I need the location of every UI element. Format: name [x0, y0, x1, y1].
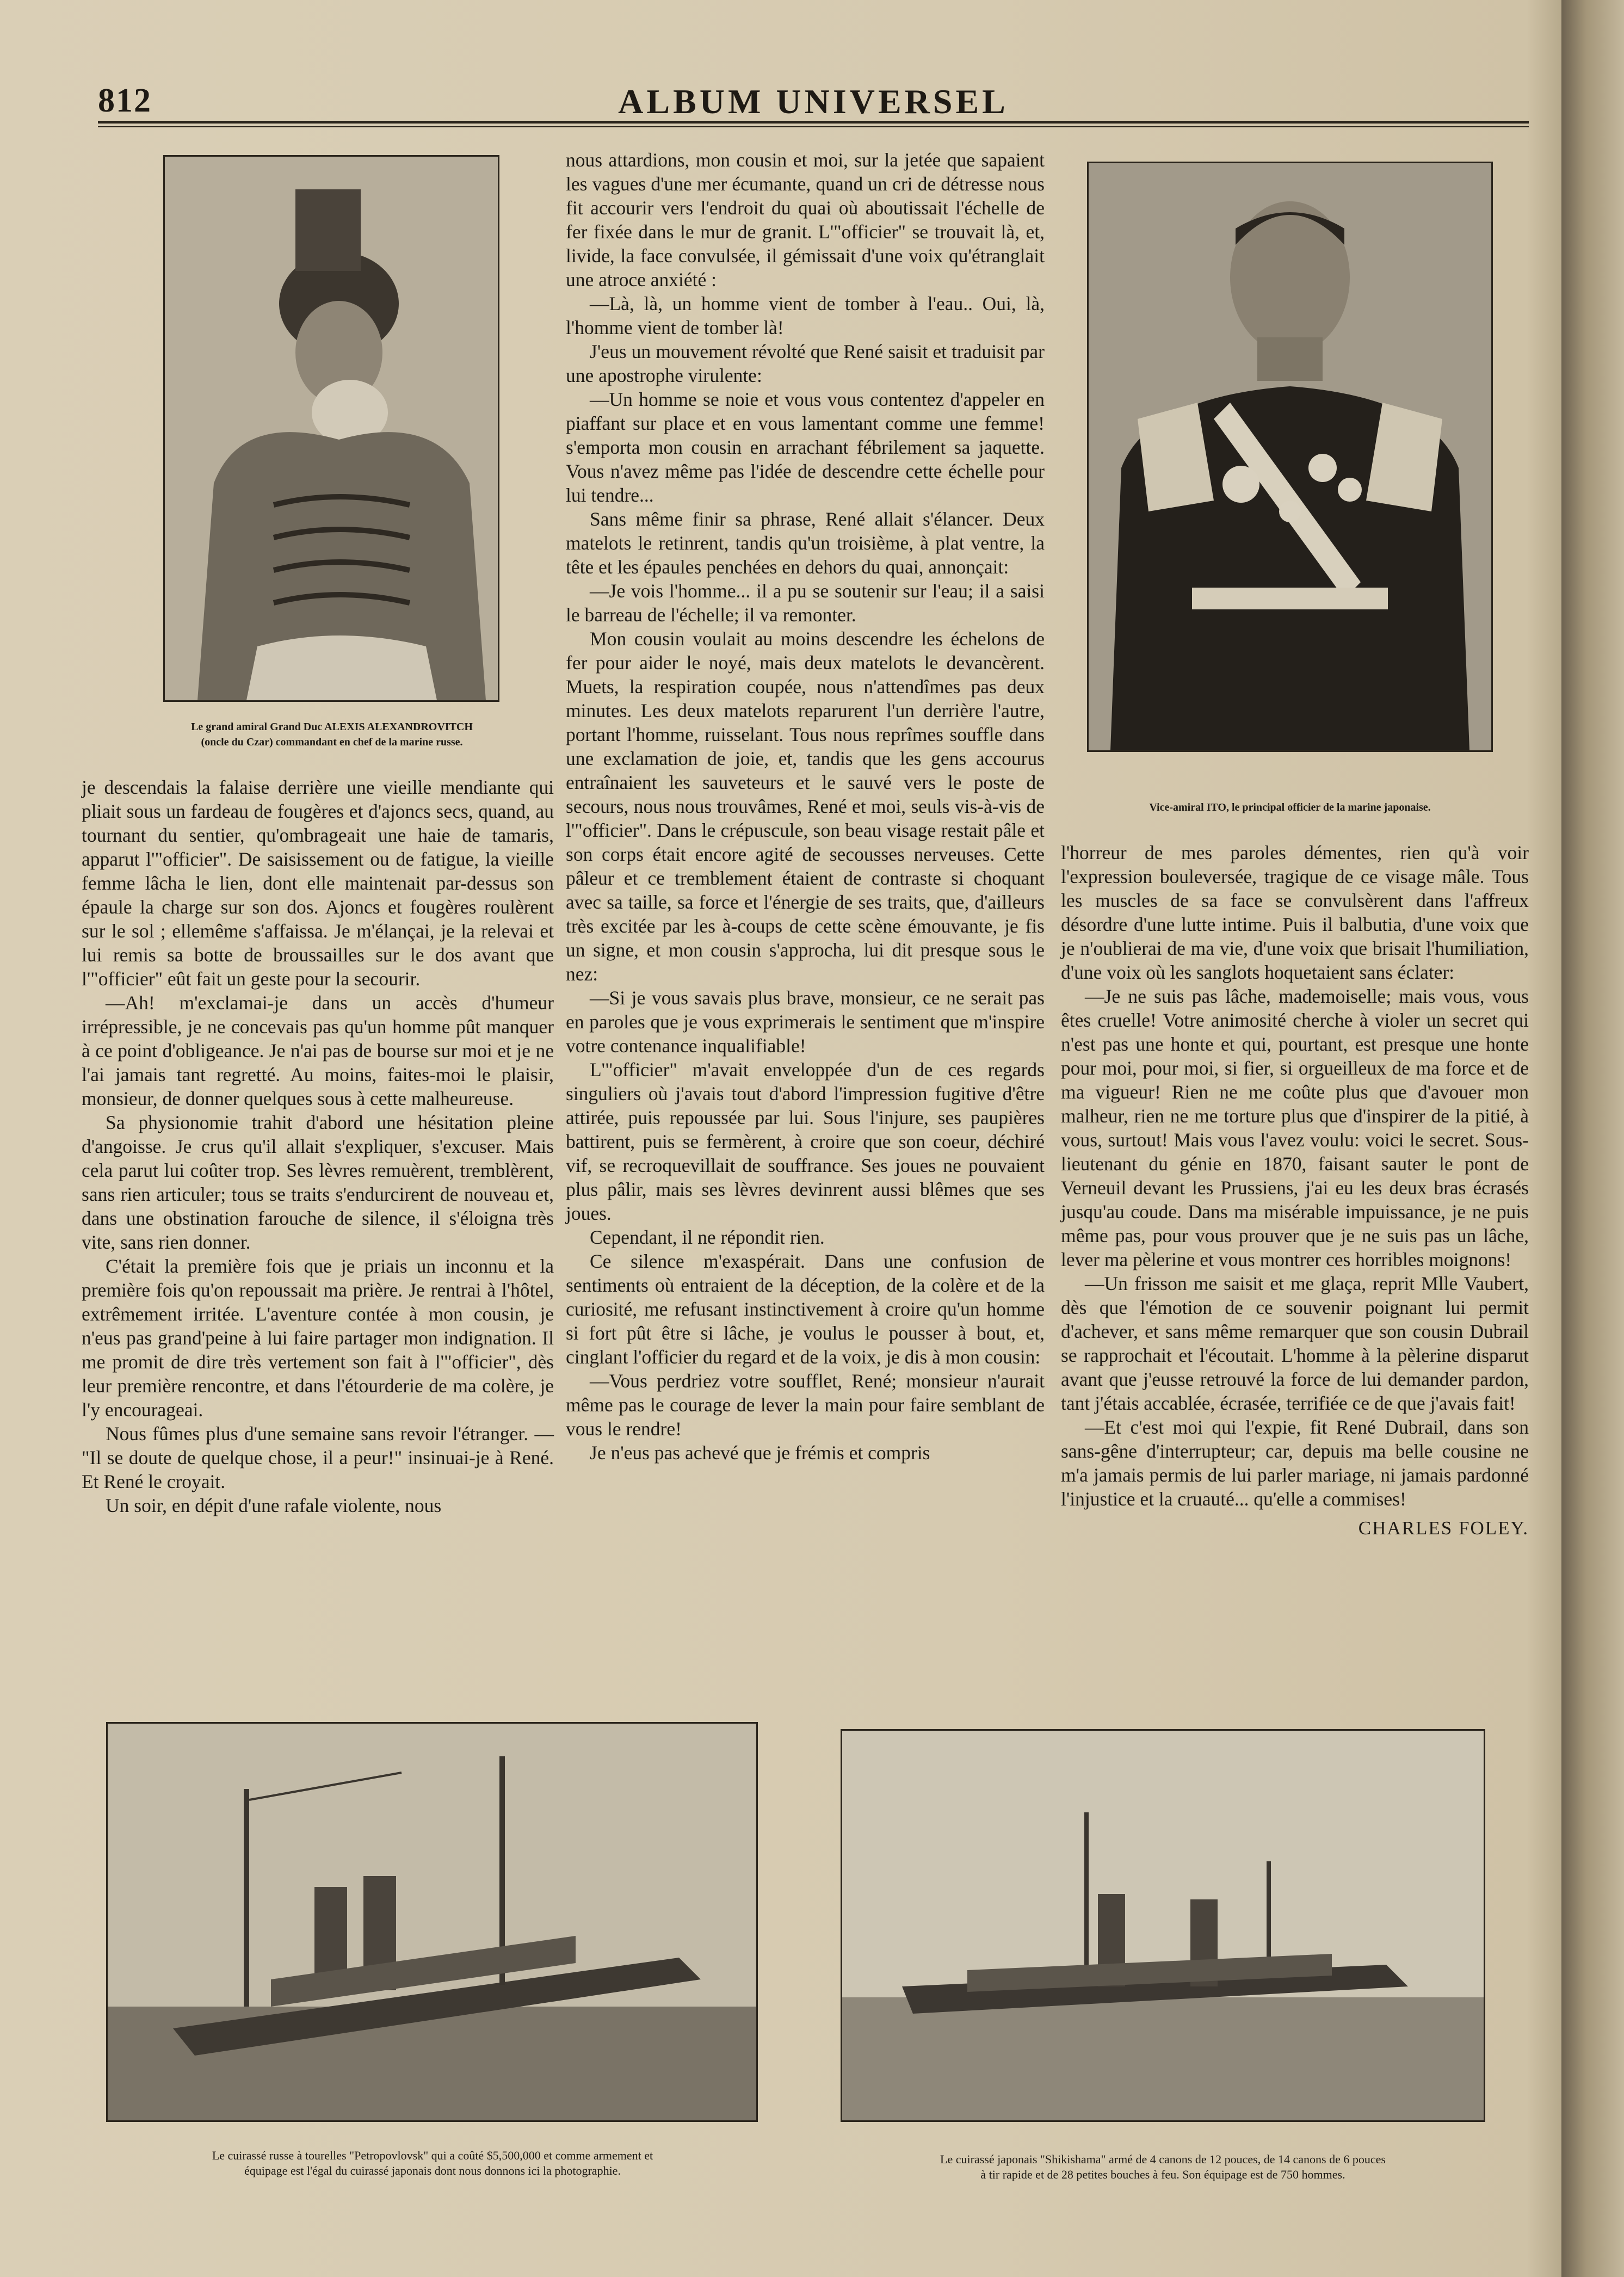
paragraph: —Là, là, un homme vient de tomber à l'eau.. Oui, là, l'homme vient de tomber là! [566, 293, 1045, 338]
grand-duc-caption [95, 719, 569, 750]
paragraph: —Un homme se noie et vous vous contentez d'appeler en piaffant sur place et en vous lamentant comme une femme! s'emporta mon cousin en arrachant fébrilement sa jaquette. Vous n'avez même pas l'idée de descendre cette échelle pour lui tendre... [566, 388, 1045, 506]
paragraph: —Si je vous savais plus brave, monsieur, ce ne serait pas en paroles que je vous exprimerais le sentiment que m'inspire votre contenance inqualifiable! [566, 987, 1045, 1057]
ito-caption: Vice-amiral ITO, le principal officier de la marine japonaise. [1149, 801, 1431, 813]
grand-duc-portrait-drawing [165, 157, 498, 700]
publication-title: ALBUM UNIVERSEL [618, 82, 1009, 121]
author-signature: CHARLES FOLEY. [1358, 1517, 1529, 1539]
adjacent-page-edge [1561, 0, 1624, 2277]
paragraph: Ce silence m'exaspérait. Dans une confusion de sentiments où entraient de la déception, de la colère et de la curiosité, me refusant instinctivement à croire qu'un homme si fort pût être si lâche, je voulus le pousser à bout, et, cinglant l'officier du regard et de la voix, je dis à mon cousin: [566, 1250, 1045, 1368]
grand-duc-caption-line2: (oncle du Czar) commandant en chef de la marine russe. [201, 736, 463, 748]
paragraph: Un soir, en dépit d'une rafale violente, nous [106, 1495, 442, 1516]
paragraph: je descendais la falaise derrière une vieille mendiante qui pliait sous un fardeau de fougères et d'ajoncs secs, quand, au tournant du sentier, qu'ombrageait une haie de tamaris, apparut l'"officier". De saisissement ou de fatigue, la vieille femme lâcha le lien, dont elle maintenait par-dessus son épaule la charge sur son dos. Ajoncs et fougères roulèrent sur le sol ; ellemême s'affaissa. Je m'élançai, je la relevai et lui remis sa botte de broussailles sur le dos avant que l'"officier" eût fait un geste pour la secourir. [82, 776, 554, 990]
paragraph: C'était la première fois que je priais un inconnu et la première fois qu'on repoussait ma prière. Je rentrai à l'hôtel, extrêmement irritée. L'aventure contée à mon cousin, je n'eus pas grand'peine à lui faire partager mon indignation. Il me promit de dire très vertement son fait à l'"officier", dès leur première rencontre, et dans l'étourderie de ma colère, je l'y encourageai. [82, 1255, 554, 1421]
paragraph: Cependant, il ne répondit rien. [590, 1226, 825, 1248]
shikishama-caption-line1: Le cuirassé japonais "Shikishama" armé de 4 canons de 12 pouces, de 14 canons de 6 pouces [940, 2152, 1386, 2166]
petropovlovsk-drawing [108, 1724, 756, 2120]
petropovlovsk-caption-line2: équipage est l'égal du cuirassé japonais dont nous donnons ici la photographie. [244, 2164, 621, 2177]
header-rule-thin [98, 126, 1529, 127]
column-2 [566, 148, 1045, 1465]
paragraph: L'"officier" m'avait enveloppée d'un de ces regards singuliers où j'avais tout d'abord l'impression fugitive d'être attirée, puis repoussée par lui. Sous l'injure, ses paupières battirent, puis se fermèrent, à croire que son coeur, déchiré vif, se recroquevillait de souffrance. Ses joues ne pouvaient plus pâlir, mais ses lèvres devinrent aussi blêmes que ses joues. [566, 1059, 1045, 1224]
paragraph: l'horreur de mes paroles démentes, rien qu'à voir l'expression bouleversée, tragique de ce visage mâle. Tous les muscles de sa face se convulsèrent dans l'affreux désordre d'une lutte intime. Puis il balbutia, d'une voix que je n'oublierai de ma vie, d'une voix que brisait l'humiliation, d'une voix où les sanglots hoquetaient sans éclater: [1061, 842, 1529, 983]
ito-portrait [1087, 162, 1493, 752]
petropovlovsk-caption [82, 2148, 783, 2179]
paragraph: Nous fûmes plus d'une semaine sans revoir l'étranger. — "Il se doute de quelque chose, il a peur!" insinuai-je à René. Et René le croyait. [82, 1423, 554, 1492]
petropovlovsk-caption-line1: Le cuirassé russe à tourelles "Petropovlovsk" qui a coûté $5,500,000 et comme armement et [212, 2149, 653, 2162]
page-header [98, 82, 1529, 120]
grand-duc-caption-line1: Le grand amiral Grand Duc ALEXIS ALEXANDROVITCH [191, 721, 473, 733]
paragraph: —Je ne suis pas lâche, mademoiselle; mais vous, vous êtes cruelle! Votre animosité cherche à violer un secret qui n'est pas une honte et qui, pourtant, est presque une honte pour moi, pour moi, si fier, si orgueilleux de ma force et de ma vigueur! Rien ne me coûte plus que d'avouer mon malheur, rien ne me torture plus que d'inspirer de la pitié, à vous, surtout! Mais vous l'avez voulu: voici le secret. Sous-lieutenant du génie en 1870, faisant sauter le pont de Verneuil devant les Prussiens, j'ai eu les deux bras écrasés jusqu'au coude. Dans ma misérable impuissance, je ne puis même pas, pour vous prouver que je ne suis pas un lâche, lever ma pèlerine et vous montrer ces horribles moignons! [1061, 985, 1529, 1270]
shikishama-photo [841, 1729, 1485, 2122]
paragraph: —Un frisson me saisit et me glaça, reprit Mlle Vaubert, dès que l'émotion de ce souvenir poignant lui permit d'achever, et sans même remarquer que son cousin Dubrail se rapprochait et l'écoutait. L'homme à la pèlerine disparut avant que j'eusse retrouvé la force de lui demander pardon, tant j'étais accablée, écrasée, terrifiée ce de que j'avais fait! [1061, 1273, 1529, 1414]
paragraph: J'eus un mouvement révolté que René saisit et traduisit par une apostrophe virulente: [566, 341, 1045, 386]
header-rule [98, 121, 1529, 124]
petropovlovsk-photo [106, 1722, 758, 2122]
column-3 [1061, 841, 1529, 1540]
page-number: 812 [98, 82, 152, 119]
paragraph: —Ah! m'exclamai-je dans un accès d'humeur irrépressible, je ne concevais pas qu'un homme pût manquer à ce point d'obligeance. Je n'ai pas de bourse sur moi et je ne l'ai jamais tant regretté. Au moins, faites-moi le plaisir, monsieur, de donner quelques sous à cette malheureuse. [82, 992, 554, 1109]
paragraph: nous attardions, mon cousin et moi, sur la jetée que sapaient les vagues d'une mer écumante, quand un cri de détresse nous fit accourir vers l'endroit du quai où aboutissait l'échelle de fer fixée dans le mur de granit. L'"officier" se trouvait là, et, livide, la face convulsée, il gémissait d'une voix qu'étranglait une atroce anxiété : [566, 149, 1045, 291]
paragraph: —Vous perdriez votre soufflet, René; monsieur n'aurait même pas le courage de lever la main pour faire semblant de vous le rendre! [566, 1370, 1045, 1440]
ito-portrait-drawing [1089, 163, 1491, 750]
shikishama-caption [819, 2152, 1507, 2182]
paragraph: Sa physionomie trahit d'abord une hésitation pleine d'angoisse. Je crus qu'il allait s'expliquer, s'excuser. Mais cela parut lui coûter trop. Ses lèvres remuèrent, tremblèrent, sans rien articuler; tous se traits s'endurcirent de nouveau et, dans une obstination farouche de silence, il s'éloigna très vite, sans rien donner. [82, 1112, 554, 1253]
grand-duc-portrait [163, 155, 499, 702]
paragraph: —Je vois l'homme... il a pu se soutenir sur l'eau; il a saisi le barreau de l'échelle; il va remonter. [566, 580, 1045, 626]
shikishama-drawing [842, 1731, 1484, 2120]
paragraph: Sans même finir sa phrase, René allait s'élancer. Deux matelots le retinrent, tandis qu'un troisième, à plat ventre, la tête et les épaules penchées en dehors du quai, annonçait: [566, 508, 1045, 578]
paragraph: —Et c'est moi qui l'expie, fit René Dubrail, dans son sans-gêne d'interrupteur; car, depuis ma belle cousine ne m'a jamais permis de lui parler mariage, ni jamais pardonné l'injustice et la cruauté... qu'elle a commises! [1061, 1416, 1529, 1510]
shikishama-caption-line2: à tir rapide et de 28 petites bouches à feu. Son équipage est de 750 hommes. [980, 2168, 1345, 2181]
column-1 [82, 775, 554, 1517]
paragraph: Mon cousin voulait au moins descendre les échelons de fer pour aider le noyé, mais deux matelots le devancèrent. Muets, la respiration coupée, nous n'attendîmes pas deux minutes. Les deux matelots reparurent l'un derrière l'autre, portant l'homme, ruisselant. Tous nous reprîmes souffle dans une exclamation de joie, et, tandis que les gens accourus entraînaient les sauveteurs et le sauvé vers le poste de secours, nous nous trouvâmes, René et moi, seuls vis-à-vis de l'"officier". Dans le crépuscule, son beau visage restait pâle et son corps était encore agité de secousses nerveuses. Cette pâleur et ce tremblement étaient de contraste si choquant avec sa taille, sa force et l'énergie de ses traits, que, d'ailleurs très excitée par les à-coups de cette scène émouvante, je fis un signe, et mon cousin s'approcha, lui dit presque sous le nez: [566, 628, 1045, 985]
paragraph: Je n'eus pas achevé que je frémis et compris [590, 1442, 930, 1464]
